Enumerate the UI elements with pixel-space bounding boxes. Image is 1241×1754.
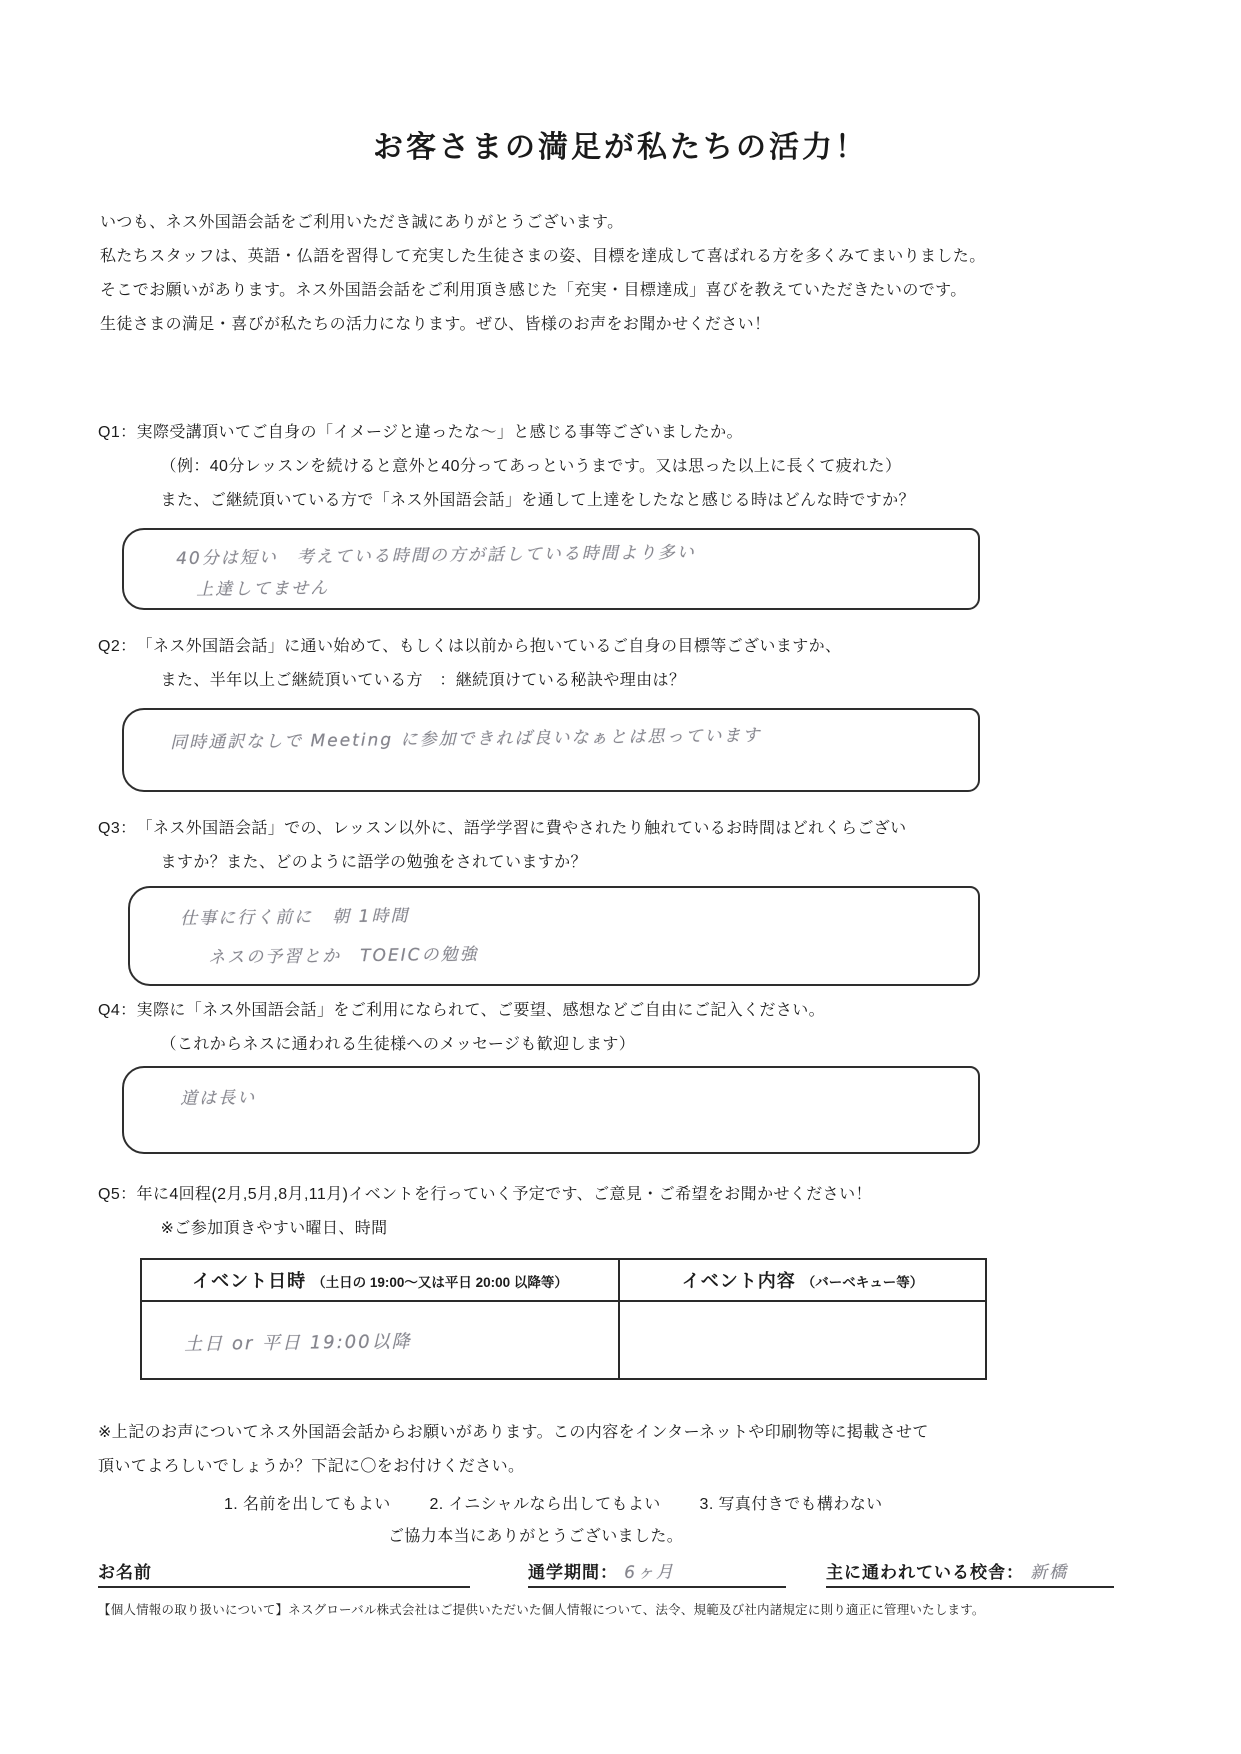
event-table-answer-row bbox=[141, 1301, 986, 1379]
consent-option-2: 2. イニシャルなら出してもよい bbox=[429, 1496, 661, 1513]
school-field bbox=[826, 1558, 1114, 1588]
intro-line: 私たちスタッフは、英語・仏語を習得して充実した生徒さまの姿、目標を達成して喜ばれる方を多くみてまいりました。 bbox=[100, 248, 986, 265]
q3-text: 「ネス外国語会話」での、レッスン以外に、語学学習に費やされたり触れているお時間はどれくらござい bbox=[136, 820, 907, 837]
question-q5 bbox=[98, 1178, 1158, 1246]
q2-answer-box bbox=[122, 708, 980, 792]
consent-option-3: 3. 写真付きでも構わない bbox=[699, 1496, 883, 1513]
school-handwritten-value: 新橋 bbox=[1029, 1562, 1069, 1583]
question-q1 bbox=[98, 416, 1158, 518]
q1-answer-box bbox=[122, 528, 980, 610]
intro-line: 生徒さまの満足・喜びが私たちの活力になります。ぜひ、皆様のお声をお聞かせください！ bbox=[100, 316, 771, 333]
footer-fields bbox=[98, 1558, 1158, 1588]
q4-note: （これからネスに通われる生徒様へのメッセージも歓迎します） bbox=[160, 1036, 636, 1053]
question-q4 bbox=[98, 994, 1158, 1062]
q1-handwritten-answer: 40分は短い 考えている時間の方が話している時間より多い bbox=[176, 542, 696, 569]
q3-number: Q3： bbox=[98, 820, 137, 837]
q2-handwritten-answer: 同時通訳なしで Meeting に参加できれば良いなぁとは思っています bbox=[170, 725, 762, 753]
event-date-cell bbox=[141, 1301, 619, 1379]
intro-line: いつも、ネス外国語会話をご利用いただき誠にありがとうございます。 bbox=[100, 214, 624, 231]
consent-line: ※上記のお声についてネス外国語会話からお願いがあります。この内容をインターネットや印刷物等に掲載させて bbox=[98, 1424, 929, 1441]
event-content-header: イベント内容 （バーベキュー等） bbox=[619, 1259, 986, 1301]
consent-options bbox=[224, 1488, 917, 1522]
name-field bbox=[98, 1558, 470, 1588]
q5-subnote: ※ご参加頂きやすい曜日、時間 bbox=[160, 1220, 388, 1237]
q1-example: （例：40分レッスンを続けると意外と40分ってあっというまです。又は思った以上に長くて疲れた） bbox=[160, 458, 902, 475]
event-table-header-row bbox=[141, 1259, 986, 1301]
period-field bbox=[528, 1558, 786, 1588]
q1-handwritten-answer: 上達してません bbox=[196, 578, 330, 600]
q4-text: 実際に「ネス外国語会話」をご利用になられて、ご要望、感想などご自由にご記入ください。 bbox=[136, 1002, 826, 1019]
q3-handwritten-answer: ネスの予習とか TOEICの勉強 bbox=[208, 944, 479, 968]
q5-number: Q5： bbox=[98, 1186, 137, 1203]
event-date-handwritten: 土日 or 平日 19:00以降 bbox=[184, 1331, 412, 1355]
consent-option-1: 1. 名前を出してもよい bbox=[224, 1496, 391, 1513]
event-table bbox=[140, 1258, 987, 1380]
q2-text: 「ネス外国語会話」に通い始めて、もしくは以前から抱いているご自身の目標等ございますか、 bbox=[136, 638, 842, 655]
thanks-line: ご協力本当にありがとうございました。 bbox=[388, 1528, 684, 1545]
consent-line: 頂いてよろしいでしょうか？下記に〇をお付けください。 bbox=[98, 1458, 525, 1475]
q1-number: Q1： bbox=[98, 424, 137, 441]
q3-handwritten-answer: 仕事に行く前に 朝 1時間 bbox=[180, 906, 410, 929]
privacy-note: 【個人情報の取り扱いについて】ネスグローバル株式会社はご提供いただいた個人情報について、法令、規範及び社内諸規定に則り適正に管理いたします。 bbox=[98, 1603, 985, 1617]
event-content-cell bbox=[619, 1301, 986, 1379]
event-content-note: （バーベキュー等） bbox=[801, 1275, 924, 1290]
question-q2 bbox=[98, 630, 1158, 698]
q3-text-cont: ますか？また、どのように語学の勉強をされていますか？ bbox=[160, 854, 587, 871]
school-label: 主に通われている校舎： bbox=[826, 1563, 1024, 1582]
q4-answer-box bbox=[122, 1066, 980, 1154]
intro-paragraph bbox=[100, 206, 1150, 342]
question-q3 bbox=[98, 812, 1158, 880]
intro-line: そこでお願いがあります。ネス外国語会話をご利用頂き感じた「充実・目標達成」喜びを教えていただきたいのです。 bbox=[100, 282, 967, 299]
page-title: お客さまの満足が私たちの活力！ bbox=[373, 131, 868, 164]
q2-subquestion: また、半年以上ご継続頂いている方 ：継続頂けている秘訣や理由は？ bbox=[160, 672, 686, 689]
q2-number: Q2： bbox=[98, 638, 137, 655]
q5-text: 年に4回程(2月,5月,8月,11月)イベントを行っていく予定です、ご意見・ご希望をお聞かせください！ bbox=[136, 1186, 872, 1203]
name-label: お名前 bbox=[98, 1563, 152, 1582]
period-label: 通学期間： bbox=[528, 1563, 618, 1582]
event-date-note: （土日の 19:00～又は平日 20:00 以降等） bbox=[312, 1275, 568, 1290]
consent-paragraph bbox=[98, 1416, 1158, 1484]
q1-text: 実際受講頂いてご自身の「イメージと違ったな～」と感じる事等ございましたか。 bbox=[136, 424, 743, 441]
q3-answer-box bbox=[128, 886, 980, 986]
event-date-header: イベント日時 （土日の 19:00～又は平日 20:00 以降等） bbox=[141, 1259, 619, 1301]
q1-subquestion: また、ご継続頂いている方で「ネス外国語会話」を通して上達をしたなと感じる時はどんな時ですか？ bbox=[160, 492, 915, 509]
q4-number: Q4： bbox=[98, 1002, 137, 1019]
q4-handwritten-answer: 道は長い bbox=[180, 1088, 257, 1109]
period-handwritten-value: 6ヶ月 bbox=[623, 1562, 675, 1583]
